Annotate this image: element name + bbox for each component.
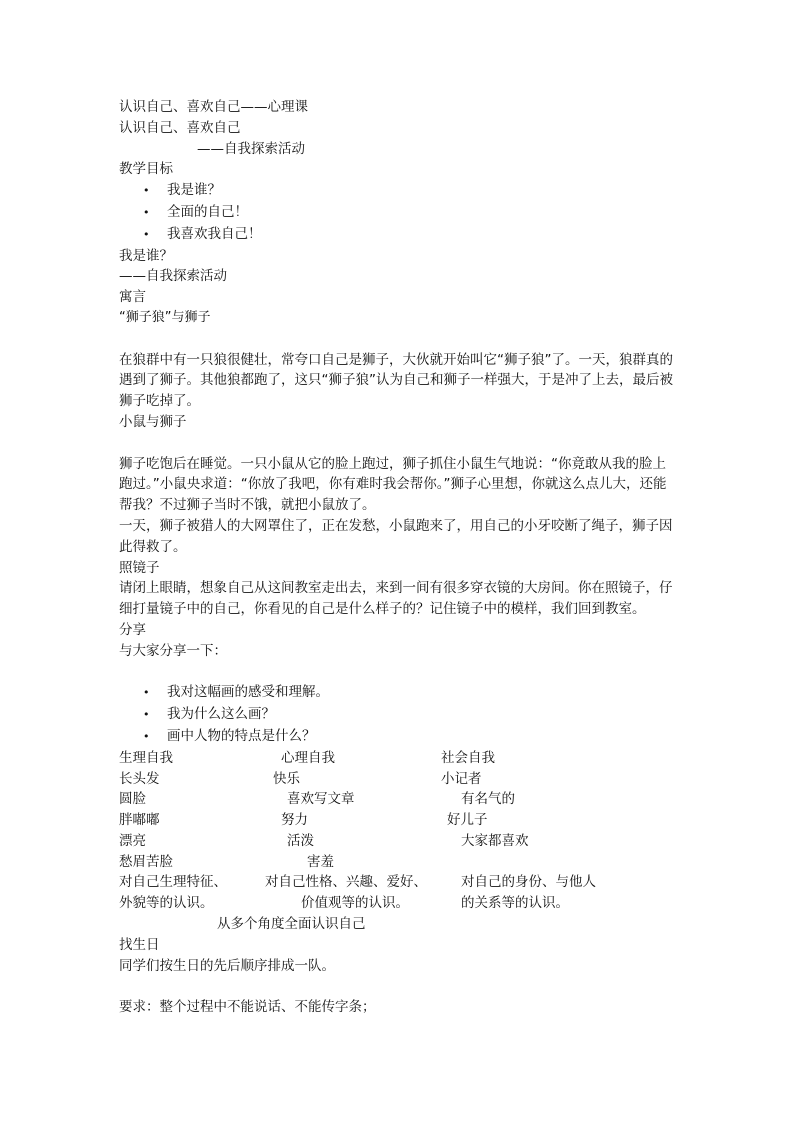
mirror-text: 请闭上眼睛，想象自己从这间教室走出去，来到一间有很多穿衣镜的大房间。你在照镜子，仔细打量镜子中的自己，你看见的自己是什么样子的？记住镜子中的模样，我们回到教室。 <box>119 580 673 618</box>
share-item: • 我对这幅画的感受和理解。 <box>119 682 679 704</box>
who-heading: 我是谁？ <box>119 247 173 264</box>
self-table-row: 圆脸 喜欢写文章 有名气的 <box>119 791 515 808</box>
share-intro: 与大家分享一下： <box>119 642 227 659</box>
bullet-icon: • <box>143 184 150 198</box>
bullet-icon: • <box>143 729 150 743</box>
self-table-desc: 外貌等的认识。 价值观等的认识。 的关系等的认识。 <box>119 895 569 912</box>
self-table-summary: 从多个角度全面认识自己 <box>217 916 366 933</box>
doc-subtitle-2: ——自我探索活动 <box>197 140 305 157</box>
document-body <box>119 97 679 1018</box>
birthday-text: 同学们按生日的先后顺序排成一队。 <box>119 957 335 974</box>
requirement-text: 要求：整个过程中不能说话、不能传字条； <box>119 999 376 1016</box>
fable-heading: 寓言 <box>119 289 146 306</box>
doc-title: 认识自己、喜欢自己——心理课 <box>119 99 308 115</box>
self-table-header: 生理自我 心理自我 社会自我 <box>119 749 495 766</box>
goal-item: • 我喜欢我自己！ <box>119 224 679 246</box>
mouse-heading: 小鼠与狮子 <box>119 413 187 430</box>
mirror-heading: 照镜子 <box>119 559 160 576</box>
bullet-icon: • <box>143 708 150 722</box>
share-heading: 分享 <box>119 621 146 638</box>
doc-subtitle: 认识自己、喜欢自己 <box>119 119 241 136</box>
mouse-text-2: 一天，狮子被猎人的大网罩住了，正在发愁，小鼠跑来了，用自己的小牙咬断了绳子，狮子因此得救了。 <box>119 517 673 555</box>
fable-title: “狮子狼”与狮子 <box>119 309 211 325</box>
goal-item: • 我是谁？ <box>119 180 679 202</box>
mouse-text-1: 狮子吃饱后在睡觉。一只小鼠从它的脸上跑过，狮子抓住小鼠生气地说：“你竟敢从我的脸上跑过。”小鼠央求道：“你放了我吧，你有难时我会帮你。”狮子心里想，你就这么点儿大，还能帮我？不过狮子当时不饿，就把小鼠放了。 <box>119 455 667 514</box>
goals-heading: 教学目标 <box>119 161 173 178</box>
fable-text: 在狼群中有一只狼很健壮，常夸口自己是狮子，大伙就开始叫它“狮子狼”了。一天，狼群真的遇到了狮子。其他狼都跑了，这只“狮子狼”认为自己和狮子一样强大，于是冲了上去，最后被狮子吃掉了。 <box>119 351 673 410</box>
who-subheading: ——自我探索活动 <box>119 268 227 285</box>
self-table-row: 胖嘟嘟 努力 好儿子 <box>119 812 488 829</box>
self-table-row: 长头发 快乐 小记者 <box>119 770 482 787</box>
bullet-icon: • <box>143 227 150 241</box>
birthday-heading: 找生日 <box>119 936 160 953</box>
share-item: • 我为什么这么画？ <box>119 704 679 726</box>
self-table-row: 愁眉苦脸 害羞 <box>119 853 334 870</box>
self-table-row: 漂亮 活泼 大家都喜欢 <box>119 832 529 849</box>
bullet-icon: • <box>143 205 150 219</box>
goal-item: • 全面的自己！ <box>119 202 679 224</box>
self-table-desc: 对自己生理特征、 对自己性格、兴趣、爱好、 对自己的身份、与他人 <box>119 874 596 891</box>
bullet-icon: • <box>143 686 150 700</box>
share-item: • 画中人物的特点是什么？ <box>119 726 679 748</box>
